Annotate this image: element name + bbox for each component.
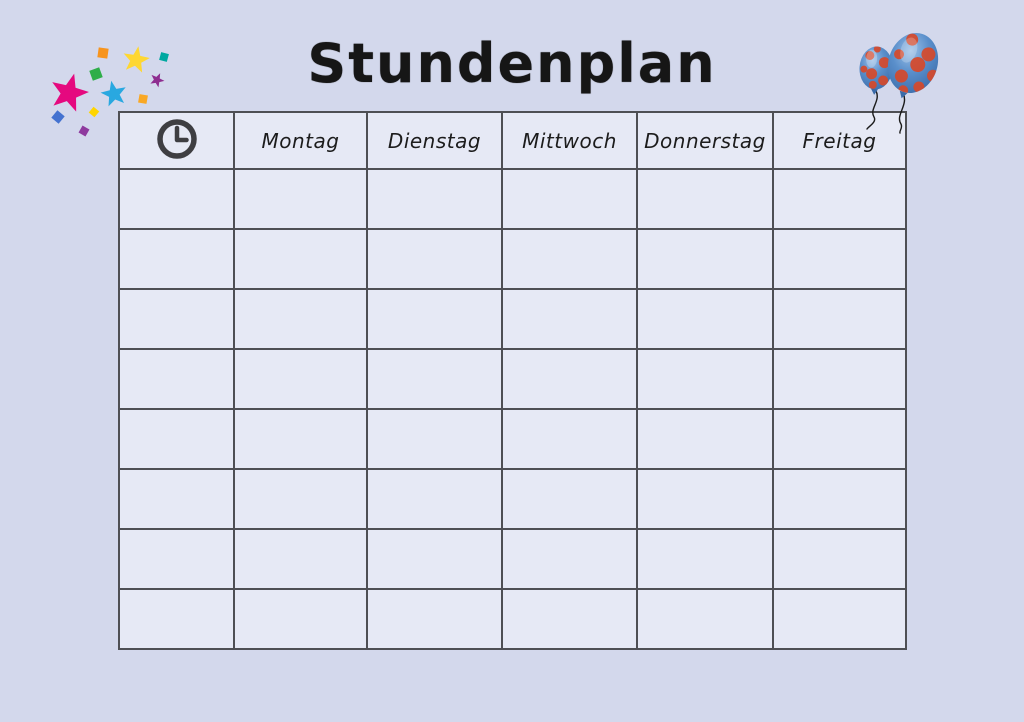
- confetti-diamond-yellow-icon: [89, 107, 100, 118]
- timetable-empty-cell: [119, 409, 234, 469]
- confetti-square-amber-icon: [138, 94, 148, 104]
- timetable-empty-cell: [637, 589, 773, 649]
- timetable-empty-row: [119, 169, 906, 229]
- confetti-square-purple-icon: [79, 126, 90, 137]
- timetable-empty-row: [119, 409, 906, 469]
- confetti-stars-decoration: [40, 35, 180, 140]
- timetable-empty-row: [119, 589, 906, 649]
- timetable-empty-cell: [773, 229, 906, 289]
- page-title: Stundenplan: [307, 32, 717, 95]
- confetti-square-orange-icon: [97, 47, 108, 58]
- confetti-star-blue-icon: [99, 78, 129, 107]
- timetable-empty-cell: [637, 409, 773, 469]
- timetable-empty-cell: [367, 169, 502, 229]
- timetable-empty-cell: [773, 289, 906, 349]
- timetable: [118, 111, 907, 650]
- confetti-square-green-icon: [89, 67, 102, 80]
- confetti-star-yellow-icon: [121, 44, 152, 74]
- timetable-empty-cell: [773, 529, 906, 589]
- timetable-empty-cell: [773, 469, 906, 529]
- timetable-empty-cell: [637, 229, 773, 289]
- day-header-montag: Montag: [234, 112, 367, 169]
- timetable-header-row: [119, 112, 906, 169]
- timetable-empty-cell: [502, 289, 637, 349]
- timetable-empty-cell: [502, 229, 637, 289]
- timetable-empty-cell: [119, 349, 234, 409]
- timetable-empty-cell: [773, 589, 906, 649]
- day-header-freitag: Freitag: [773, 112, 906, 169]
- timetable-empty-cell: [367, 349, 502, 409]
- timetable-empty-row: [119, 349, 906, 409]
- timetable-empty-row: [119, 469, 906, 529]
- balloon-right: [878, 26, 950, 107]
- timetable-empty-cell: [234, 349, 367, 409]
- timetable-empty-cell: [502, 349, 637, 409]
- timetable-empty-cell: [367, 289, 502, 349]
- timetable-empty-cell: [234, 589, 367, 649]
- day-header-donnerstag: Donnerstag: [637, 112, 773, 169]
- timetable-empty-cell: [119, 289, 234, 349]
- confetti-star-magenta-icon: [46, 69, 92, 114]
- timetable-empty-cell: [773, 169, 906, 229]
- day-header-mittwoch: Mittwoch: [502, 112, 637, 169]
- timetable-empty-cell: [234, 469, 367, 529]
- timetable-empty-cell: [119, 529, 234, 589]
- timetable-empty-cell: [234, 529, 367, 589]
- confetti-star-purple-icon: [148, 70, 167, 88]
- timetable-empty-cell: [234, 229, 367, 289]
- timetable-empty-cell: [637, 289, 773, 349]
- timetable-empty-cell: [234, 409, 367, 469]
- timetable-empty-cell: [367, 589, 502, 649]
- timetable-empty-cell: [234, 169, 367, 229]
- timetable-body: [119, 169, 906, 649]
- timetable-empty-cell: [367, 229, 502, 289]
- timetable-empty-cell: [773, 349, 906, 409]
- timetable-empty-cell: [502, 469, 637, 529]
- timetable-empty-row: [119, 229, 906, 289]
- timetable-empty-cell: [773, 409, 906, 469]
- confetti-square-teal-icon: [159, 52, 169, 62]
- timetable-empty-cell: [502, 589, 637, 649]
- timetable-empty-cell: [637, 529, 773, 589]
- timetable-empty-cell: [502, 169, 637, 229]
- timetable-empty-row: [119, 529, 906, 589]
- timetable-empty-cell: [637, 469, 773, 529]
- timetable-empty-cell: [502, 409, 637, 469]
- timetable-empty-cell: [367, 409, 502, 469]
- timetable-empty-cell: [637, 349, 773, 409]
- timetable-empty-cell: [119, 229, 234, 289]
- timetable-empty-cell: [367, 469, 502, 529]
- timetable-empty-cell: [502, 529, 637, 589]
- timetable-empty-cell: [367, 529, 502, 589]
- timetable-empty-cell: [119, 469, 234, 529]
- confetti-diamond-blue-icon: [51, 110, 64, 123]
- timetable-empty-cell: [234, 289, 367, 349]
- balloons-decoration: [845, 25, 960, 140]
- timetable-empty-cell: [119, 169, 234, 229]
- timetable-empty-row: [119, 289, 906, 349]
- timetable-empty-cell: [637, 169, 773, 229]
- day-header-dienstag: Dienstag: [367, 112, 502, 169]
- timetable-empty-cell: [119, 589, 234, 649]
- balloon-strings: [867, 91, 905, 133]
